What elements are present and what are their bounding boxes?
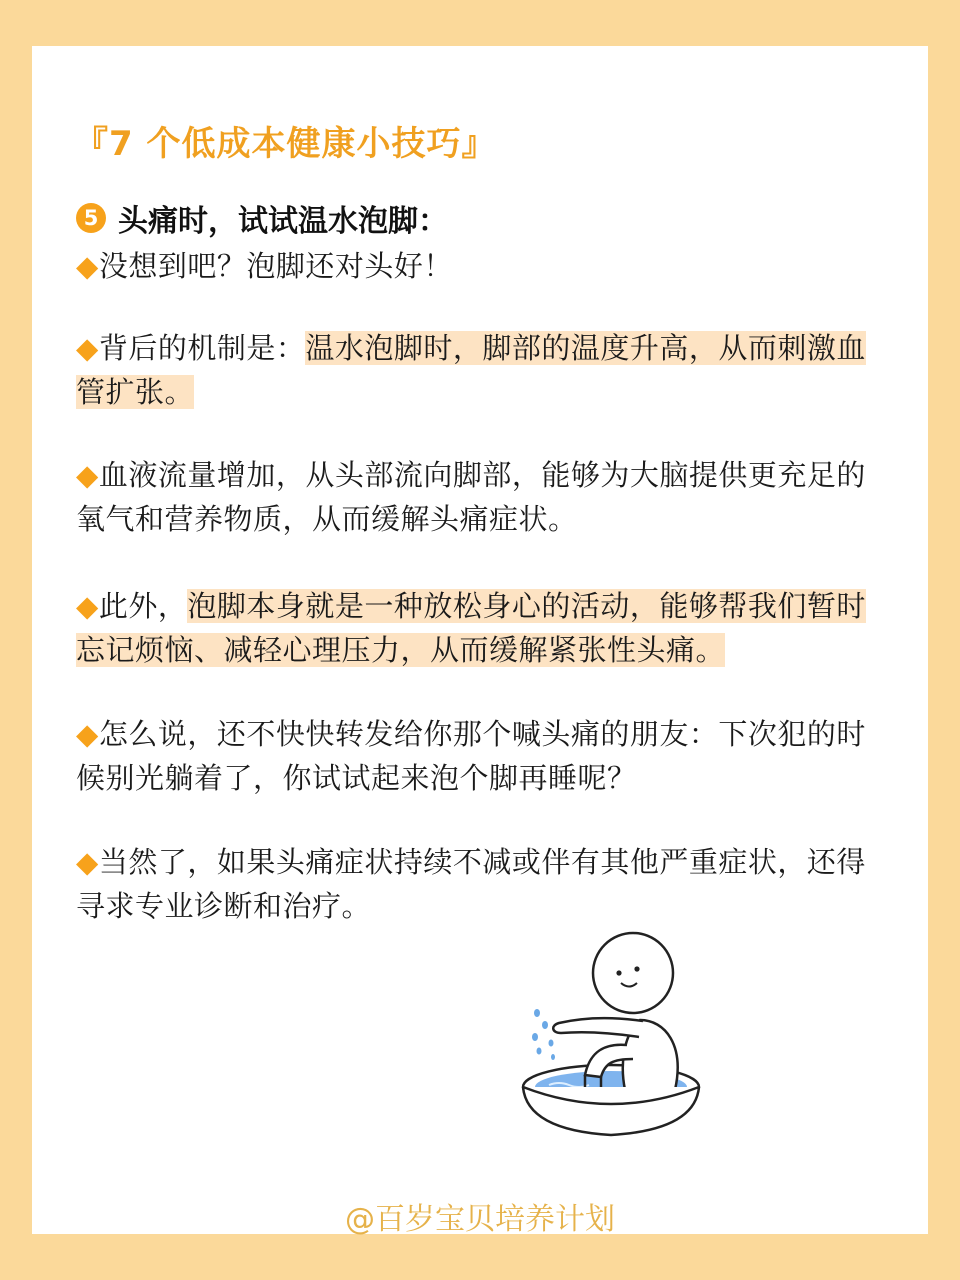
diamond-bullet-icon: ◆ bbox=[76, 845, 99, 879]
diamond-bullet-icon: ◆ bbox=[76, 458, 99, 492]
author-credit: @百岁宝贝培养计划 bbox=[345, 1202, 615, 1237]
paragraph-5 bbox=[76, 712, 888, 800]
paragraph-6 bbox=[76, 840, 888, 928]
number-badge: 5 bbox=[76, 203, 106, 233]
highlighted-text: 泡脚本身就是一种放松身心的活动，能够帮我们暂时忘记烦恼、减轻心理压力，从而缓解紧张性头痛。 bbox=[76, 589, 866, 667]
paragraph-lead: 此外， bbox=[98, 589, 188, 623]
page-title: 『7 个低成本健康小技巧』 bbox=[74, 124, 497, 164]
paragraph-text: 怎么说，还不快快转发给你那个喊头痛的朋友：下次犯的时候别光躺着了，你试试起来泡个脚再睡呢？ bbox=[76, 717, 866, 795]
foot-soak-illustration-icon bbox=[515, 925, 705, 1140]
section-heading-text: 头痛时，试试温水泡脚： bbox=[118, 204, 448, 239]
section-heading bbox=[76, 196, 448, 240]
paragraph-4 bbox=[76, 584, 888, 672]
paragraph-text: 没想到吧？泡脚还对头好！ bbox=[98, 249, 453, 283]
highlighted-text: 温水泡脚时，脚部的温度升高，从而刺激血管扩张。 bbox=[76, 331, 866, 409]
paragraph-text: 当然了，如果头痛症状持续不减或伴有其他严重症状，还得寻求专业诊断和治疗。 bbox=[76, 845, 866, 923]
diamond-bullet-icon: ◆ bbox=[76, 249, 99, 283]
diamond-bullet-icon: ◆ bbox=[76, 717, 99, 751]
paragraph-lead: 背后的机制是： bbox=[98, 331, 306, 365]
diamond-bullet-icon: ◆ bbox=[76, 589, 99, 623]
paragraph-text: 血液流量增加，从头部流向脚部，能够为大脑提供更充足的氧气和营养物质，从而缓解头痛症状。 bbox=[76, 458, 866, 536]
diamond-bullet-icon: ◆ bbox=[76, 331, 99, 365]
paragraph-3 bbox=[76, 453, 888, 541]
paragraph-2 bbox=[76, 326, 888, 414]
paragraph-1 bbox=[76, 244, 888, 288]
